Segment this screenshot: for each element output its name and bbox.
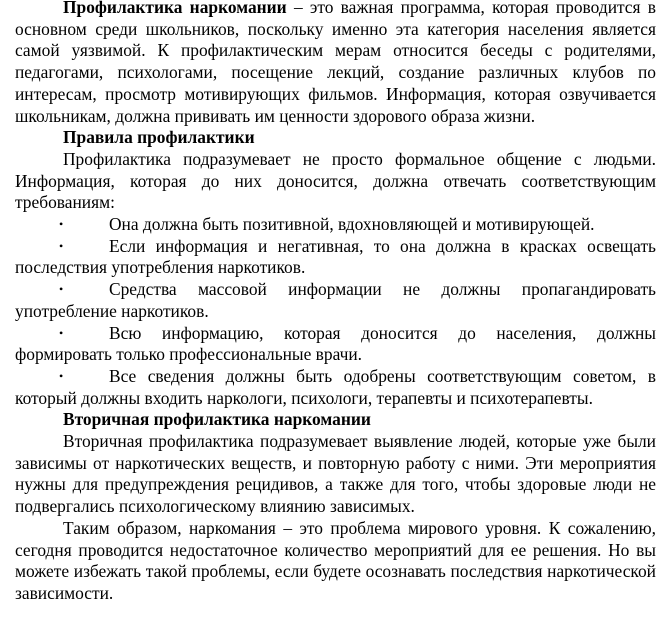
- list-item-text: Если информация и негативная, то она должна в красках освещать последствия употребления наркотиков.: [15, 235, 656, 278]
- bullet-icon: •: [59, 238, 64, 253]
- bullet-icon: •: [59, 368, 64, 383]
- secondary-prevention-heading: Вторичная профилактика наркомании: [63, 409, 371, 430]
- bullet-icon: •: [59, 282, 64, 297]
- intro-paragraph: [15, 0, 656, 127]
- list-item: [15, 323, 656, 366]
- bullet-icon: •: [59, 325, 64, 340]
- list-item: [15, 236, 656, 279]
- list-item: [15, 366, 656, 409]
- rules-bullet-list: [15, 214, 656, 409]
- list-item-text: Всю информацию, которая доносится до населения, должны формировать только профессиональные врачи.: [15, 322, 656, 365]
- list-item-text: Все сведения должны быть одобрены соответствующим советом, в который должны входить наркологи, психологи, терапевты и психотерапевты.: [15, 365, 656, 408]
- intro-body: – это важная программа, которая проводится в основном среди школьников, поскольку именно эта категория населения является самой уязвимой. К профилактическим мерам относится беседы с родителями, педагогами, психологами, посещение лекций, создание различных клубов по интересам, просмотр мотивирующих фильмов. Информация, которая озвучивается школьникам, должна прививать им ценности здорового образа жизни.: [15, 0, 656, 126]
- rules-heading: Правила профилактики: [63, 127, 255, 148]
- list-item-text: Она должна быть позитивной, вдохновляющей и мотивирующей.: [109, 214, 595, 235]
- conclusion-paragraph: Таким образом, наркомания – это проблема мирового уровня. К сожалению, сегодня проводится недостаточное количество мероприятий для ее решения. Но вы можете избежать такой проблемы, если будете осознавать последствия наркотической зависимости.: [15, 517, 656, 603]
- list-item-text: Средства массовой информации не должны пропагандировать употребление наркотиков.: [15, 279, 656, 321]
- list-item: [15, 279, 656, 322]
- rules-intro-paragraph: Профилактика подразумевает не просто формальное общение с людьми. Информация, которая до них доносится, должна отвечать соответствующим требованиям:: [15, 148, 656, 213]
- secondary-prevention-paragraph: Вторичная профилактика подразумевает выявление людей, которые уже были зависимы от наркотических веществ, и повторную работу с ними. Эти мероприятия нужны для предупреждения рецидивов, а также для того, чтобы здоровые люди не подвергались психологическому влиянию зависимых.: [15, 431, 656, 517]
- bullet-icon: •: [59, 217, 64, 232]
- list-item: [15, 214, 656, 236]
- intro-term: Профилактика наркомании: [63, 0, 287, 17]
